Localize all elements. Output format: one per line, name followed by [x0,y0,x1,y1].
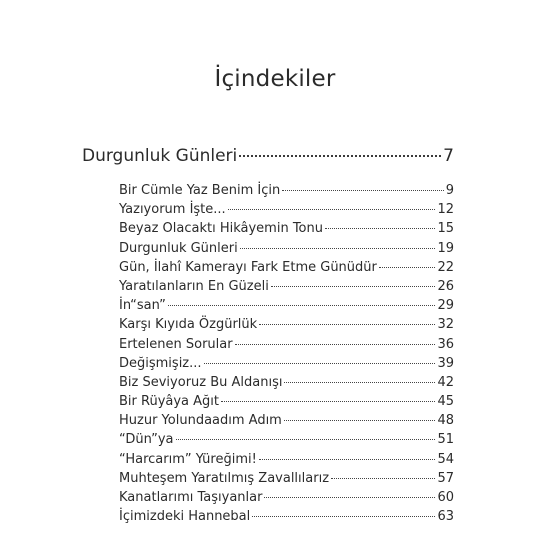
entry-title: Karşı Kıyıda Özgürlük [119,317,258,333]
entry-title: “Harcarım” Yüreğimi! [119,451,257,467]
toc-entry [119,392,454,411]
dot-leader [204,363,436,364]
entry-page-number: 19 [437,240,454,256]
entry-page-number: 32 [437,317,454,333]
toc-entry [119,373,454,392]
dot-leader [379,267,436,268]
entry-page-number: 57 [437,470,454,486]
entry-title: Durgunluk Günleri [119,240,238,256]
entry-page-number: 39 [437,355,454,371]
dot-leader [264,497,435,498]
toc-entry [119,315,454,334]
chapter-title: Durgunluk Günleri [82,146,238,166]
entry-title: Kanatlarımı Taşıyanlar [119,490,263,505]
entry-title: İçimizdeki Hannebal [119,509,251,525]
toc-entry [119,469,454,488]
entry-page-number: 54 [437,451,454,467]
dot-leader [228,209,436,210]
entry-page-number: 42 [437,374,454,390]
entry-page-number: 26 [437,278,454,294]
entry-title: Bir Cümle Yaz Benim İçin [119,183,281,198]
entry-title: Muhteşem Yaratılmış Zavallılarız [119,470,330,486]
entry-page-number: 15 [437,221,454,237]
entry-page-number: 36 [437,336,454,352]
chapter-row [82,146,454,166]
toc-entry [119,239,454,258]
dot-leader [282,190,444,191]
entry-title: Beyaz Olacaktı Hikâyemin Tonu [119,221,323,237]
toc-entry [119,430,454,449]
dot-leader [259,324,435,325]
entry-title: Huzur Yolundaadım Adım [119,413,282,429]
dot-leader [235,344,436,345]
entry-title: Bir Rüyâya Ağıt [119,394,220,410]
dot-leader [284,382,435,383]
entry-title: “Dün”ya [119,432,174,448]
entry-title: Biz Seviyoruz Bu Aldanışı [119,374,283,390]
dot-leader [259,459,436,460]
entry-title: Gün, İlahî Kamerayı Fark Etme Günüdür [119,259,377,275]
entry-title: Yaratılanların En Güzeli [119,278,269,294]
toc-entry [119,450,454,469]
entry-page-number: 29 [437,298,454,314]
entry-title: Ertelenen Sorular [119,336,233,352]
toc-entry [119,200,454,219]
toc-entry [119,488,454,507]
entry-page-number: 60 [437,490,454,505]
entry-page-number: 12 [437,202,454,218]
chapter-page-number: 7 [443,146,454,166]
toc-entry [119,219,454,238]
dot-leader [284,420,436,421]
dot-leader [240,248,436,249]
toc-entry [119,181,454,200]
entry-page-number: 22 [437,259,454,275]
toc-entries [119,181,454,526]
dot-leader [239,155,441,157]
entry-page-number: 45 [437,394,454,410]
entry-page-number: 48 [437,413,454,429]
toc-entry [119,277,454,296]
entry-title: Yazıyorum İşte... [119,202,226,218]
entry-page-number: 63 [437,509,454,525]
toc-entry [119,354,454,373]
toc-entry [119,507,454,526]
toc-entry [119,296,454,315]
dot-leader [325,228,435,229]
entry-page-number: 9 [445,183,454,198]
dot-leader [252,516,435,517]
toc-entry [119,258,454,277]
dot-leader [271,286,436,287]
entry-title: Değişmişiz... [119,355,202,371]
toc-entry [119,335,454,354]
dot-leader [331,478,435,479]
dot-leader [168,305,436,306]
toc-entry [119,411,454,430]
dot-leader [221,401,435,402]
entry-page-number: 51 [437,432,454,448]
page-title: İçindekiler [214,66,336,92]
entry-title: İn“san” [119,298,166,314]
dot-leader [176,439,436,440]
